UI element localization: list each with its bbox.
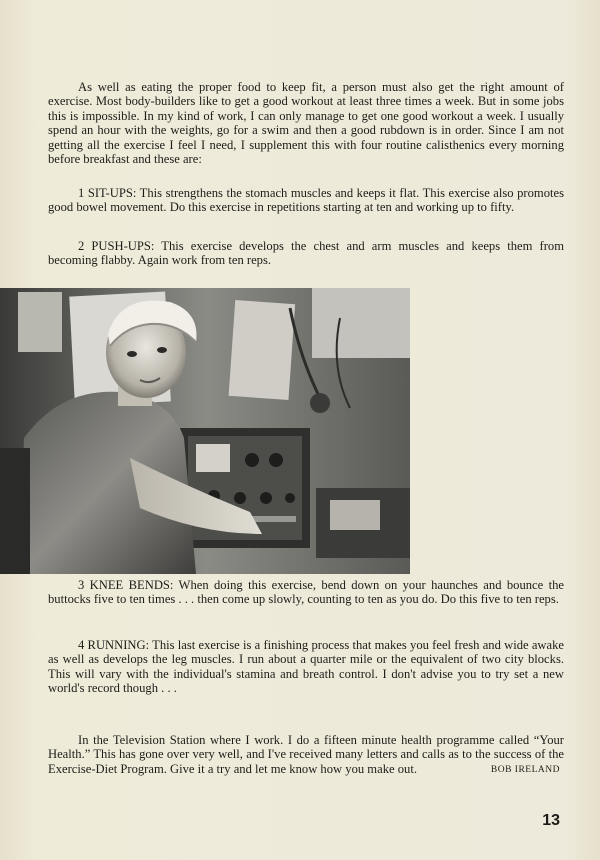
photo-illustration: [0, 288, 410, 574]
closing-paragraph: [48, 733, 564, 777]
exercise-sit-ups: [48, 186, 564, 215]
author-signature: BOB IRELAND: [490, 764, 560, 775]
exercise-text: 1 SIT-UPS: This strengthens the stomach muscles and keeps it flat. This exercise also promotes good bowel movement. Do this exercise in repetitions starting at ten and working up to fifty.: [48, 186, 564, 215]
exercise-knee-bends: [48, 578, 564, 607]
exercise-running: [48, 638, 564, 696]
exercise-push-ups: [48, 239, 564, 268]
closing-text: [48, 733, 564, 776]
intro-text: As well as eating the proper food to keep fit, a person must also get the right amount of exercise. Most body-builders like to get a good workout at least three times a week. But in some jobs this is impossible. In my kind of work, I can only manage to get one good workout a week. I usually spend an hour with the weights, go for a swim and then a good rubdown is in order. Since I am not getting all the exercise I feel I need, I supplement this with four routine calisthenics every morning before breakfast and these are:: [48, 80, 564, 167]
exercise-text: 4 RUNNING: This last exercise is a finishing process that makes you feel fresh and wide awake as well as develops the leg muscles. I run about a quarter mile or the equivalent of two city blocks. This will vary with the individual's stamina and breath control. I don't advise you to try set a new world's record though . . .: [48, 638, 564, 696]
exercise-text: 3 KNEE BENDS: When doing this exercise, bend down on your haunches and bounce the buttocks five to ten times . . . then come up slowly, counting to ten as you do. Do this five to ten reps.: [48, 578, 564, 607]
exercise-text: 2 PUSH-UPS: This exercise develops the chest and arm muscles and keeps them from becoming flabby. Again work from ten reps.: [48, 239, 564, 268]
closing-body: In the Television Station where I work. I do a fifteen minute health programme called “Your Health.” This has gone over very well, and I've received many letters and calls as to the success of the Exercise-Diet Program. Give it a try and let me know how you make out.: [48, 733, 564, 776]
intro-paragraph: [48, 80, 564, 166]
page-number: 13: [542, 812, 560, 829]
photo-man-at-tv-control-panel: [0, 288, 410, 574]
